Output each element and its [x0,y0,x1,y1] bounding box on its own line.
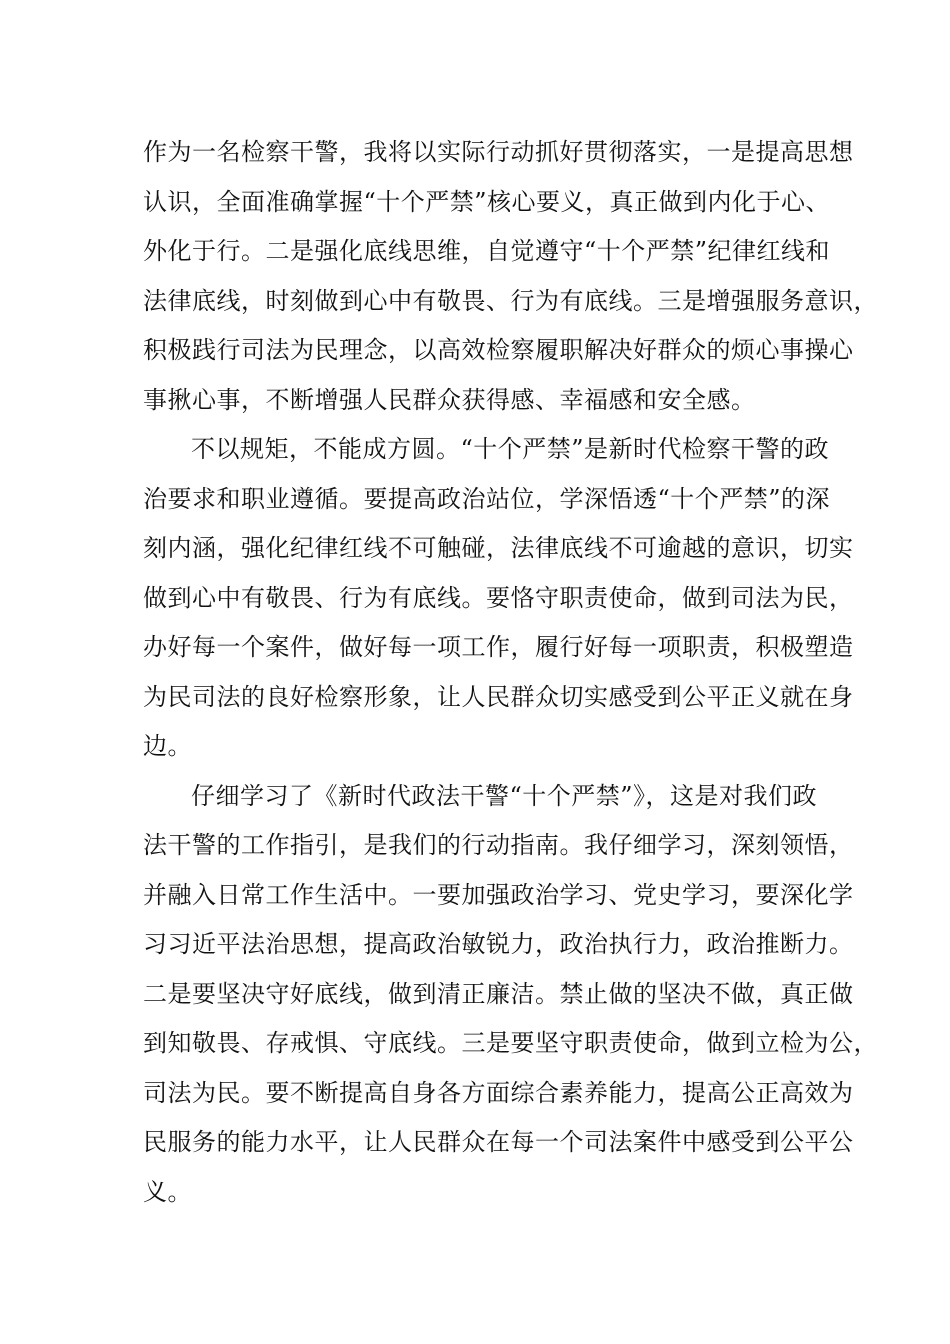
text-line: 义。 [143,1178,192,1206]
text-line: 边。 [143,732,192,760]
text-line: 司法为民。要不断提高自身各方面综合素养能力，提高公正高效为 [143,1079,854,1107]
text-line: 仔细学习了《新时代政法干警“十个严禁”》，这是对我们政 [191,782,818,810]
text-line: 到知敬畏、存戒惧、守底线。三是要坚守职责使命，做到立检为公， [143,1029,878,1057]
text-line: 刻内涵，强化纪律红线不可触碰，法律底线不可逾越的意识，切实 [143,534,854,562]
text-line: 民服务的能力水平，让人民群众在每一个司法案件中感受到公平公 [143,1128,854,1156]
text-line: 法律底线，时刻做到心中有敬畏、行为有底线。三是增强服务意识， [143,287,878,315]
text-line: 治要求和职业遵循。要提高政治站位，学深悟透“十个严禁”的深 [143,485,831,513]
text-line: 做到心中有敬畏、行为有底线。要恪守职责使命，做到司法为民， [143,584,854,612]
text-line: 积极践行司法为民理念，以高效检察履职解决好群众的烦心事操心 [143,336,854,364]
text-line: 不以规矩，不能成方圆。“十个严禁”是新时代检察干警的政 [191,435,830,463]
text-line: 习习近平法治思想，提高政治敏锐力，政治执行力，政治推断力。 [143,930,854,958]
text-line: 作为一名检察干警，我将以实际行动抓好贯彻落实，一是提高思想 [143,138,854,166]
text-line: 法干警的工作指引，是我们的行动指南。我仔细学习，深刻领悟， [143,831,854,859]
text-line: 办好每一个案件，做好每一项工作，履行好每一项职责，积极塑造 [143,633,854,661]
text-line: 为民司法的良好检察形象，让人民群众切实感受到公平正义就在身 [143,683,854,711]
text-line: 外化于行。二是强化底线思维，自觉遵守“十个严禁”纪律红线和 [143,237,831,265]
text-line: 二是要坚决守好底线，做到清正廉洁。禁止做的坚决不做，真正做 [143,980,854,1008]
text-line: 事揪心事，不断增强人民群众获得感、幸福感和安全感。 [143,386,756,414]
text-line: 并融入日常工作生活中。一要加强政治学习、党史学习，要深化学 [143,881,854,909]
text-line: 认识，全面准确掌握“十个严禁”核心要义，真正做到内化于心、 [143,188,831,216]
